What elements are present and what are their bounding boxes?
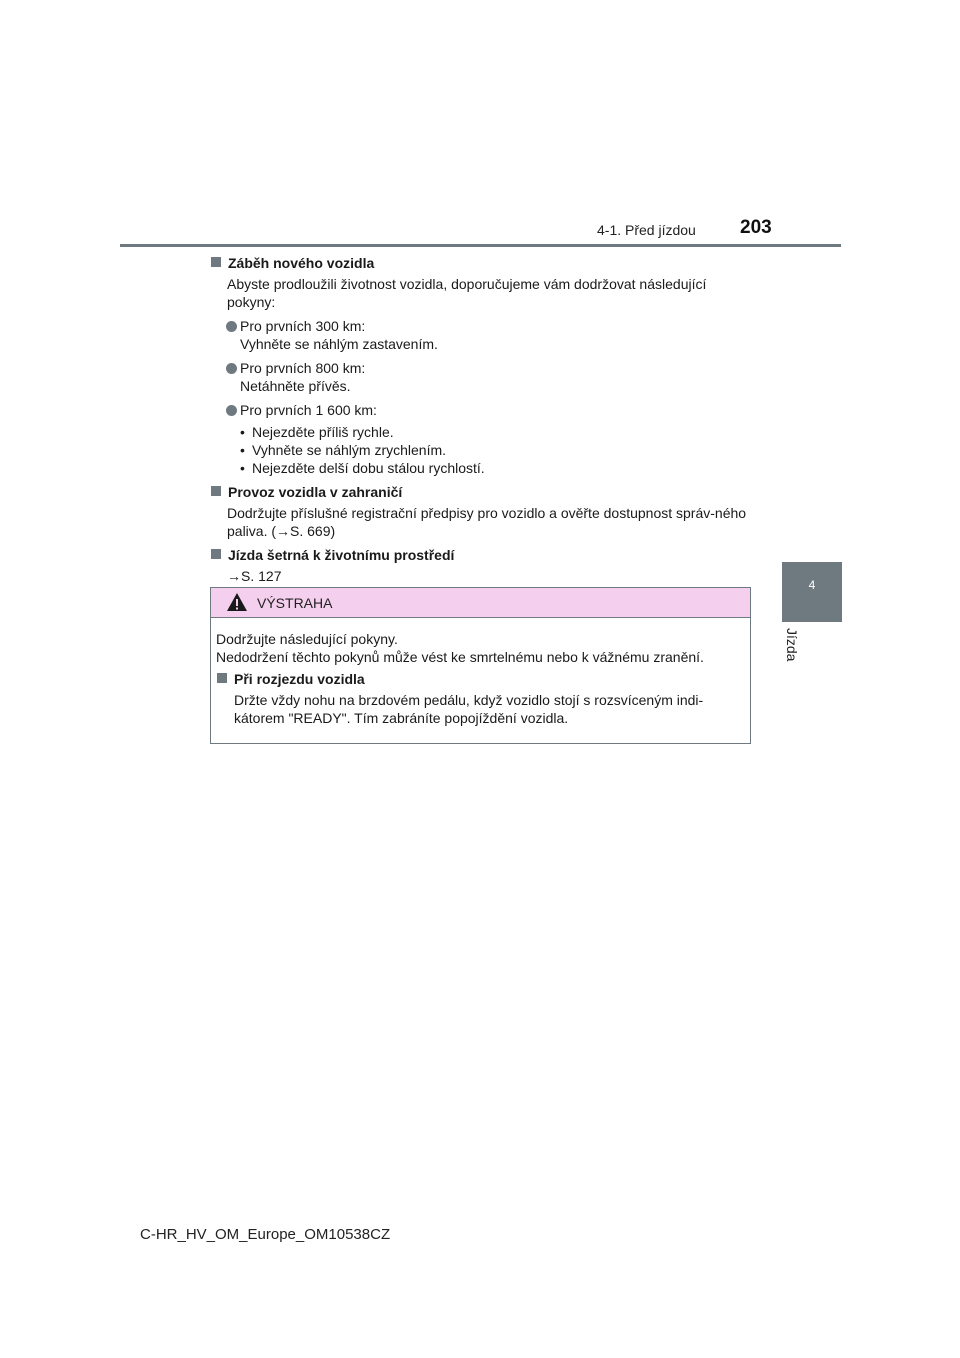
dot-bullet-icon: • — [240, 460, 245, 476]
warning-text: Držte vždy nohu na brzdovém pedálu, když vozidlo stojí s rozsvíceným indi-kátorem "READY". Tím zabráníte popojíždění vozidla. — [234, 692, 704, 726]
chapter-tab — [782, 562, 842, 622]
heading-text: Jízda šetrná k životnímu prostředí — [228, 547, 455, 563]
circle-bullet-icon — [226, 363, 237, 374]
circle-bullet-icon — [226, 321, 237, 332]
list-item — [210, 359, 755, 395]
square-bullet-icon — [211, 549, 221, 559]
section-heading-eco — [210, 546, 755, 564]
item-title: Pro prvních 800 km: — [240, 360, 366, 376]
item-title: Pro prvních 300 km: — [240, 318, 366, 334]
sub-list-item: • Nejezděte delší dobu stálou rychlostí. — [240, 460, 485, 476]
warning-body — [211, 618, 750, 727]
warning-heading — [216, 670, 746, 688]
section-heading-break-in — [210, 254, 755, 272]
item-title: Pro prvních 1 600 km: — [240, 402, 377, 418]
item-detail: Vyhněte se náhlým zastavením. — [240, 336, 438, 352]
warning-triangle-icon — [226, 592, 248, 612]
heading-text: Při rozjezdu vozidla — [234, 671, 365, 687]
warning-intro: Nedodržení těchto pokynů může vést ke smrtelnému nebo k vážnému zranění. — [216, 649, 704, 665]
square-bullet-icon — [217, 673, 227, 683]
main-content — [210, 254, 755, 585]
heading-text: Provoz vozidla v zahraničí — [228, 484, 403, 500]
section-heading-abroad — [210, 483, 755, 501]
sub-list — [210, 423, 755, 477]
page-number: 203 — [740, 217, 772, 238]
sub-list-item: • Nejezděte příliš rychle. — [240, 424, 394, 440]
chapter-label: Jízda — [784, 628, 800, 662]
dot-bullet-icon: • — [240, 424, 245, 440]
section-text: Abyste prodloužili životnost vozidla, doporučujeme vám dodržovat následující pokyny: — [227, 276, 707, 310]
warning-header — [211, 588, 750, 618]
square-bullet-icon — [211, 257, 221, 267]
dot-bullet-icon: • — [240, 442, 245, 458]
document-footer: C-HR_HV_OM_Europe_OM10538CZ — [140, 1226, 391, 1243]
section-text: Dodržujte příslušné registrační předpisy pro vozidlo a ověřte dostupnost správ-ného paliva. (→S. 669) — [227, 505, 747, 539]
warning-box — [210, 587, 751, 744]
list-item — [210, 317, 755, 353]
list-item — [210, 401, 755, 419]
warning-intro: Dodržujte následující pokyny. — [216, 631, 398, 647]
section-title: 4-1. Před jízdou — [597, 222, 696, 238]
circle-bullet-icon — [226, 405, 237, 416]
square-bullet-icon — [211, 486, 221, 496]
item-detail: Netáhněte přívěs. — [240, 378, 351, 394]
chapter-number: 4 — [808, 578, 816, 592]
warning-title: VÝSTRAHA — [257, 595, 333, 611]
sub-list-item: • Vyhněte se náhlým zrychlením. — [240, 442, 447, 458]
heading-text: Záběh nového vozidla — [228, 255, 375, 271]
page-header — [0, 0, 960, 250]
header-divider — [120, 244, 841, 247]
page-reference: →S. 127 — [227, 568, 282, 584]
